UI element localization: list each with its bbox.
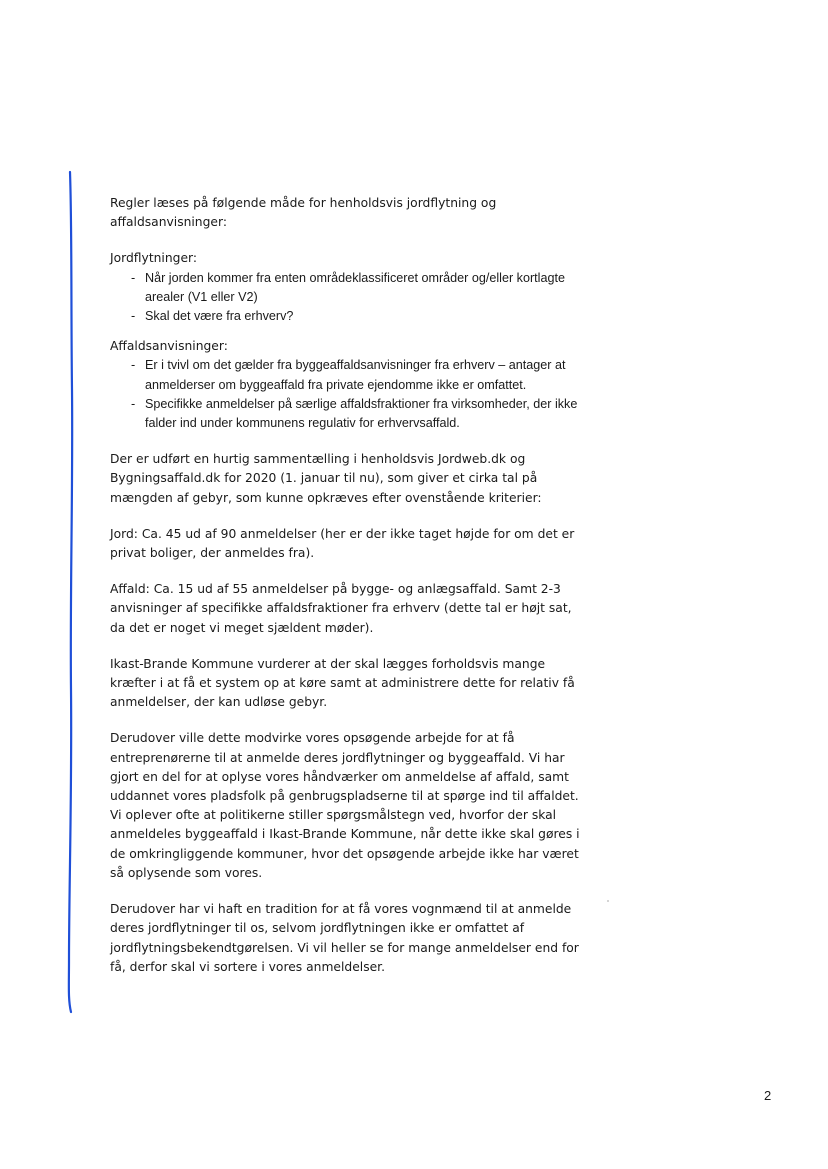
page-number: 2 xyxy=(764,1088,772,1103)
list-item xyxy=(110,395,580,433)
list-item-text: Når jorden kommer fra enten områdeklassificeret områder og/eller kortlagte arealer (V1 eller V2) xyxy=(145,270,565,304)
bullet-dash: - xyxy=(131,396,136,411)
list-item-text: Skal det være fra erhverv? xyxy=(145,309,294,324)
document-body xyxy=(110,194,580,977)
body-paragraph-assessment: Ikast-Brande Kommune vurderer at der skal lægges forholdsvis mange kræfter i at få et system op at køre samt at administrere dette for relativ få anmeldelser, der kan udløse gebyr. xyxy=(110,656,575,710)
jord-heading: Jordflytninger: xyxy=(110,251,197,266)
list-item-text: Specifikke anmeldelser på særlige affaldsfraktioner fra virksomheder, der ikke falder ind under kommunens regulativ for erhvervsaffald. xyxy=(145,396,578,431)
list-item xyxy=(110,356,580,394)
body-paragraph-jord: Jord: Ca. 45 ud af 90 anmeldelser (her er der ikke taget højde for om det er privat boliger, der anmeldes fra). xyxy=(110,526,575,561)
bullet-dash: - xyxy=(131,309,136,324)
bullet-dash: - xyxy=(131,358,136,373)
jord-bullet-list xyxy=(110,269,580,327)
scan-speck xyxy=(607,900,609,902)
affald-heading: Affaldsanvisninger: xyxy=(110,339,228,354)
list-item xyxy=(110,307,580,326)
body-paragraph-count: Der er udført en hurtig sammentælling i henholdsvis Jordweb.dk og Bygningsaffald.dk for 2020 (1. januar til nu), som giver et cirka tal på mængden af gebyr, som kunne opkræves efter ovenstående kriterier: xyxy=(110,452,542,505)
handwritten-margin-line xyxy=(60,170,80,1015)
body-paragraph-tradition: Derudover har vi haft en tradition for at få vores vognmænd til at anmelde deres jordflytninger til os, selvom jordflytningen ikke er omfattet af jordflytningsbekendtgørelsen. Vi vil heller se for mange anmeldelser end for få, derfor skal vi sortere i vores anmeldelser. xyxy=(110,902,579,974)
affald-bullet-list xyxy=(110,356,580,433)
body-paragraph-outreach: Derudover ville dette modvirke vores opsøgende arbejde for at få entreprenørerne til at anmelde deres jordflytninger og byggeaffald. Vi har gjort en del for at oplyse vores håndværker om anmeldelse af affald, samt uddannet vores pladsfolk på genbrugspladserne til at spørge ind til affaldet. Vi oplever ofte at politikerne stiller spørgsmålstegn ved, hvorfor der skal anmeldeles byggeaffald i Ikast-Brande Kommune, når dette ikke skal gøres i de omkringliggende kommuner, hvor det opsøgende arbejde ikke har været så oplysende som vores. xyxy=(110,731,580,880)
list-item xyxy=(110,269,580,307)
list-item-text: Er i tvivl om det gælder fra byggeaffaldsanvisninger fra erhverv – antager at anmelderser om byggeaffald fra private ejendomme ikke er omfattet. xyxy=(145,358,566,392)
body-paragraph-affald: Affald: Ca. 15 ud af 55 anmeldelser på bygge- og anlægsaffald. Samt 2-3 anvisninger af specifikke affaldsfraktioner fra erhverv (dette tal er højt sat, da det er noget vi meget sjældent møder). xyxy=(110,582,572,635)
intro-paragraph: Regler læses på følgende måde for henholdsvis jordflytning og affaldsanvisninger: xyxy=(110,196,497,230)
bullet-dash: - xyxy=(131,270,136,285)
